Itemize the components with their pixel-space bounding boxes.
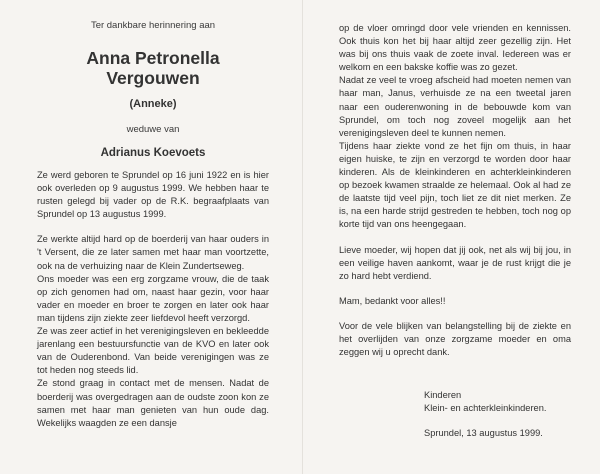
deceased-name bbox=[37, 48, 269, 88]
paragraph-dancing: op de vloer omringd door vele vrienden en kennissen. Ook thuis kon het bij haar altijd zeer gezellig zijn. Het was bij ons thuis vaak de zoete inval. Iedereen was er welkom en een bakske koffie was zo gezet. bbox=[339, 23, 571, 73]
paragraph-associations: Ze was zeer actief in het verenigingsleven en bekleedde jarenlang een bestuursfunctie van de KVO en later ook van de Ouderenbond. Van beide verenigingen was ze tot heden nog steeds lid. bbox=[37, 326, 269, 376]
spouse-name: Adrianus Koevoets bbox=[100, 147, 206, 159]
widow-of-label: weduwe van bbox=[126, 124, 180, 135]
paragraph-social: Ze stond graag in contact met de mensen. Nadat de boerderij was overgedragen aan de oudste zoon kon ze samen met haar man genieten van hun oude dag. Wekelijks waagden ze een dansje bbox=[37, 378, 269, 428]
name-line-1: Anna Petronella bbox=[86, 48, 220, 68]
left-body-text bbox=[37, 169, 269, 430]
right-body-text bbox=[339, 22, 571, 359]
name-line-2: Vergouwen bbox=[106, 68, 200, 88]
paragraph-thanks-mom: Mam, bedankt voor alles!! bbox=[339, 295, 446, 306]
signature-block bbox=[424, 389, 574, 440]
paragraph-illness: Tijdens haar ziekte vond ze het fijn om thuis, in haar eigen huiske, te zijn en verzorgd te worden door haar kinderen. Als de kleinkinderen en achterkleinkinderen op bezoek kwamen straalde ze helemaal. Ook al had ze de laatste tijd veel pijn, toch liet ze dit niet merken. Ze is, na een harde strijd gestreden te hebben, toch nog op korte tijd van ons heengegaan. bbox=[339, 140, 571, 230]
paragraph-birth-death: Ze werd geboren te Sprundel op 16 juni 1922 en is hier ook overleden op 9 augustus 1999. We hebben haar te rusten gelegd bij vader op de R.K. begraafplaats van Sprundel op 13 augustus 1999. bbox=[37, 170, 269, 220]
paragraph-farewell: Lieve moeder, wij hopen dat jij ook, net als wij bij jou, in een veilige haven aankomt, waar je de rust krijgt die je zo hard hebt verdiend. bbox=[339, 244, 571, 281]
paragraph-gratitude: Voor de vele blijken van belangstelling bij de ziekte en het overlijden van onze zorgzame moeder en oma zeggen wij u oprecht dank. bbox=[339, 320, 571, 358]
paragraph-work: Ze werkte altijd hard op de boerderij van haar ouders in 't Versent, die ze later samen met haar man voortzette, ook na de verhuizing naar de Klein Zundertseweg. bbox=[37, 234, 269, 271]
signature-children: Kinderen bbox=[424, 390, 462, 400]
place-date: Sprundel, 13 augustus 1999. bbox=[424, 428, 543, 439]
intro-text: Ter dankbare herinnering aan bbox=[90, 20, 216, 31]
paragraph-moving: Nadat ze veel te vroeg afscheid had moeten nemen van haar man, Janus, verhuisde ze na een tweetal jaren naar een ouderenwoning in de bebouwde kom van Sprundel, om toch nog zoveel mogelijk aan het verenigingsleven deel te kunnen nemen. bbox=[339, 75, 571, 138]
signature-grandchildren: Klein- en achterkleinkinderen. bbox=[424, 403, 547, 414]
paragraph-care: Ons moeder was een erg zorgzame vrouw, die de taak op zich genomen had om, naast haar gezin, voor haar vader en moeder en broer te zorgen en later ook haar man tijdens zijn ziekte zeer liefdevol heeft verzorgd. bbox=[37, 273, 269, 323]
nickname: (Anneke) bbox=[129, 98, 177, 110]
fold-line bbox=[302, 0, 303, 474]
